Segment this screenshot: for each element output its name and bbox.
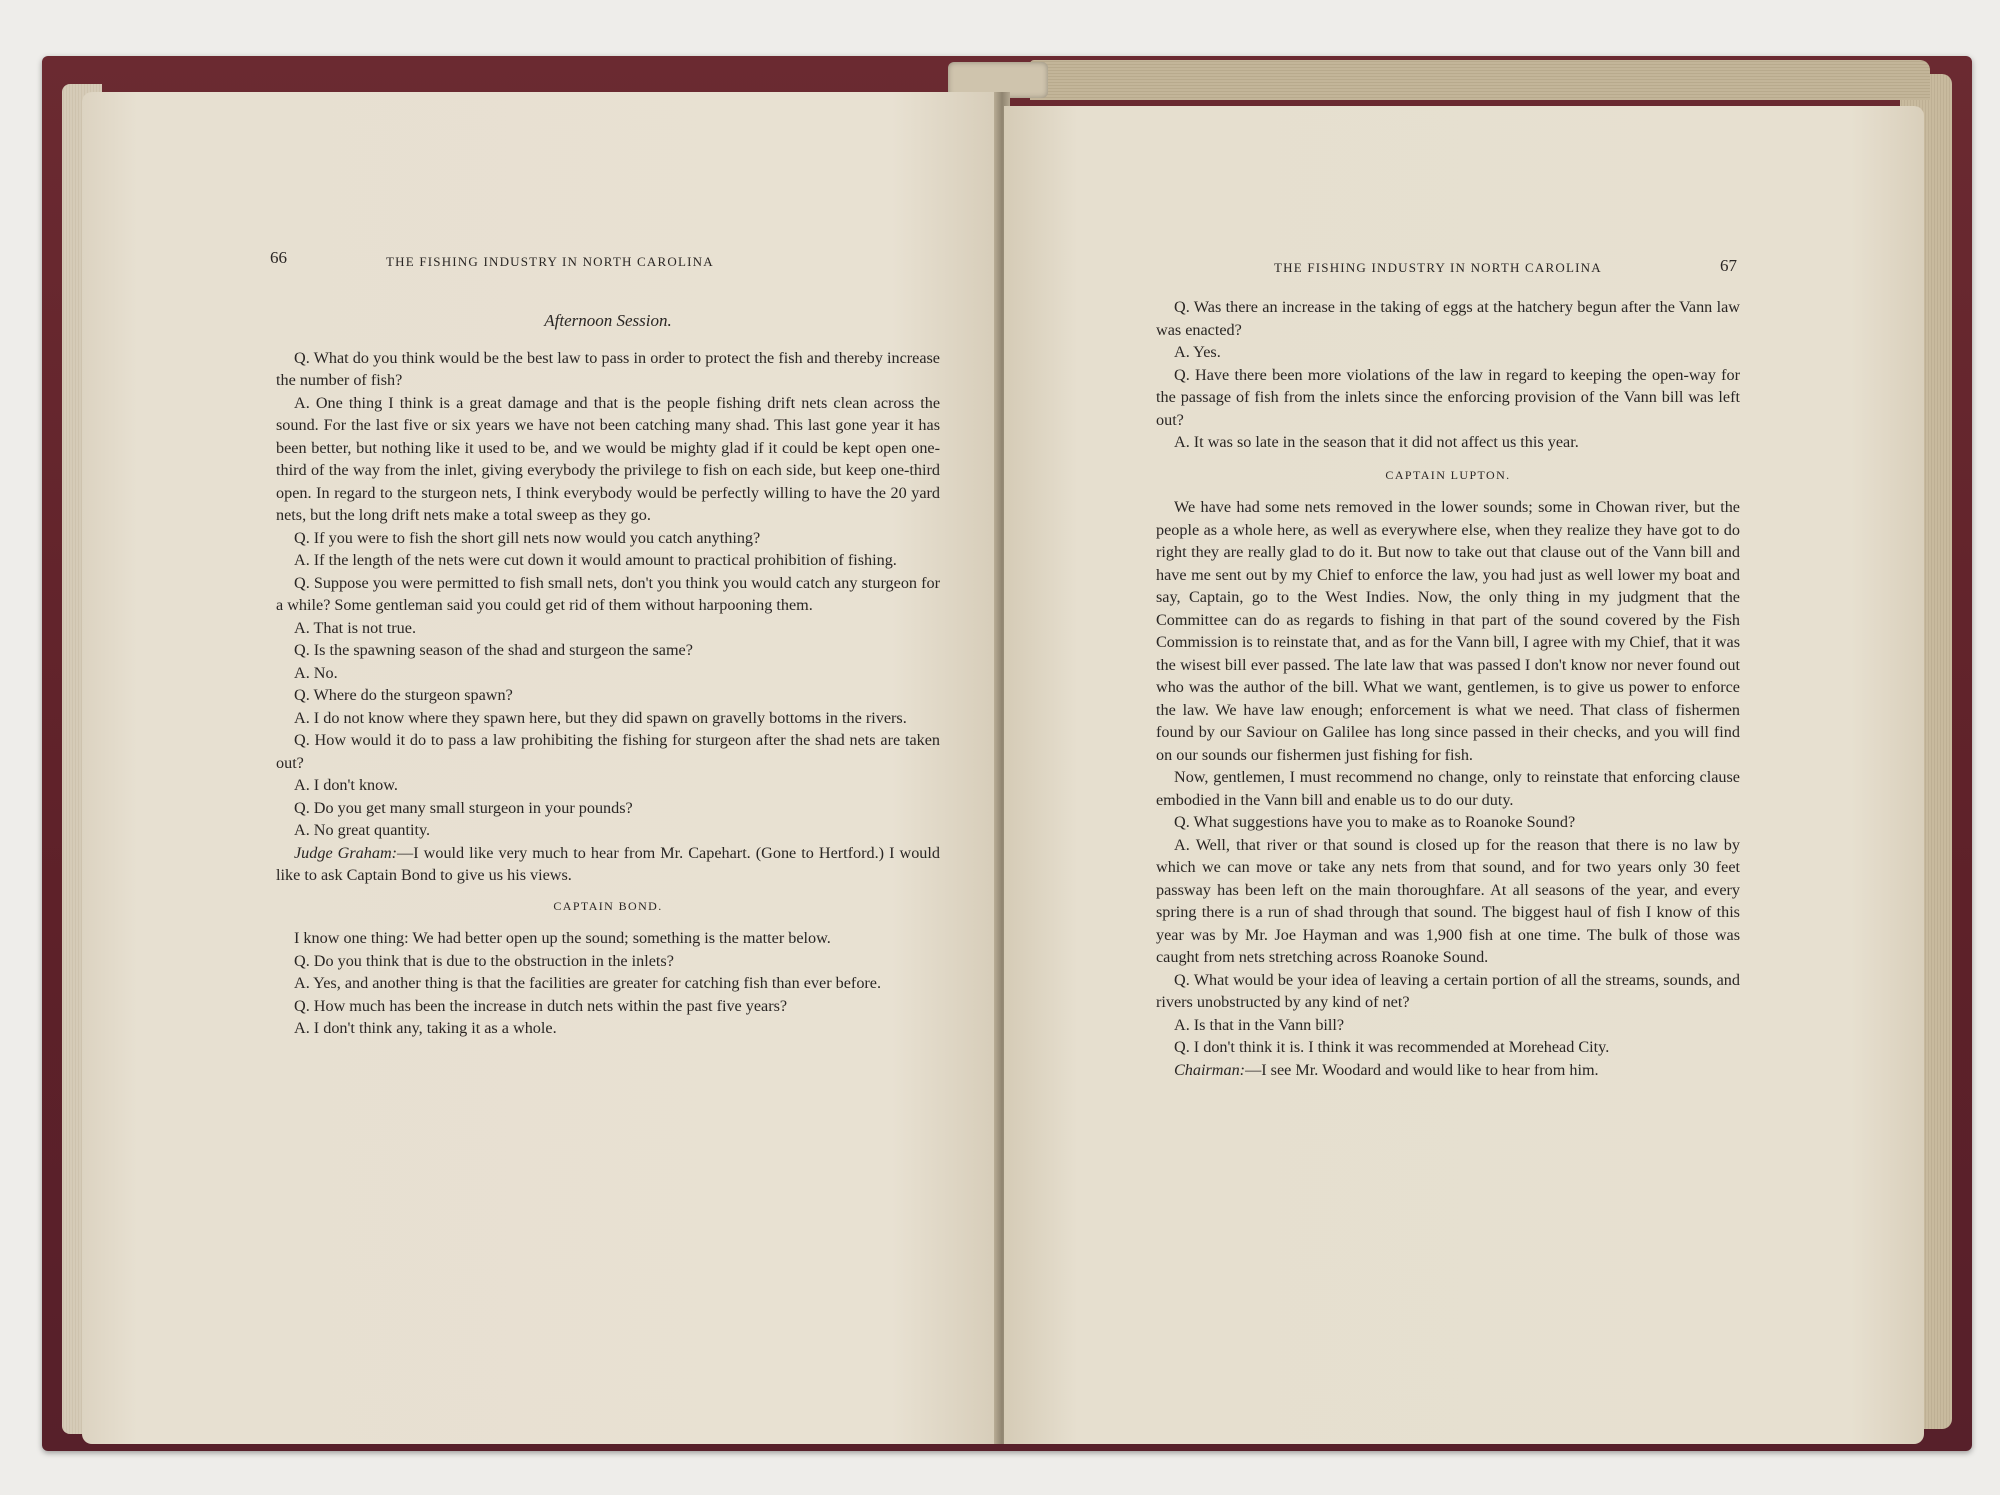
paragraph: Q. Where do the sturgeon spawn? [294,686,513,704]
paragraph: A. I don't know. [294,776,398,794]
paragraph: Q. How much has been the increase in dutch nets within the past five years? [294,996,788,1015]
paragraph: Q. Have there been more violations of the law in regard to keeping the open-way for the passage of fish from the inlets since the enforcing provision of the Vann bill was left out? [1156,365,1740,429]
paragraph: Q. Suppose you were permitted to fish small nets, don't you think you would catch any sturgeon for a while? Some gentleman said you could get rid of them without harpooning them. [276,573,940,614]
paragraph: A. If the length of the nets were cut down it would amount to practical prohibition of fishing. [294,551,897,569]
paragraph: Q. If you were to fish the short gill nets now would you catch anything? [294,528,761,547]
paragraph: Q. What do you think would be the best law to pass in order to protect the fish and thereby increase the number of fish? [276,348,940,389]
page-edges-top [1030,60,1930,100]
right-text-block [1156,296,1740,1081]
left-text-block [276,310,940,1040]
speaker-heading: CAPTAIN LUPTON. [1385,467,1511,482]
speaker-heading: CAPTAIN BOND. [553,898,663,913]
paragraph: A. Is that in the Vann bill? [1174,1015,1345,1034]
paragraph: A. That is not true. [294,618,416,637]
paragraph: A. No. [294,663,338,682]
right-page-number: 67 [1720,256,1737,275]
right-page [1004,106,1924,1444]
paragraph: Q. Is the spawning season of the shad and sturgeon the same? [294,641,693,659]
section-heading: Afternoon Session. [544,311,672,330]
paragraph: A. It was so late in the season that it did not affect us this year. [1174,433,1579,451]
judge-graham-paragraph [276,842,940,887]
paragraph: I know one thing: We had better open up the sound; something is the matter below. [294,929,831,947]
paragraph: Q. I don't think it is. I think it was recommended at Morehead City. [1174,1038,1610,1056]
speaker-text: —I would like very much to hear from Mr. Capehart. (Gone to Hertford.) I would like to ask Captain Bond to give us his views. [276,843,940,884]
paragraph: Q. Do you think that is due to the obstruction in the inlets? [294,951,674,970]
left-page-number: 66 [270,248,287,267]
paragraph: Now, gentlemen, I must recommend no change, only to reinstate that enforcing clause embodied in the Vann bill and enable us to do our duty. [1156,768,1740,809]
left-running-head: THE FISHING INDUSTRY IN NORTH CAROLINA [386,254,714,269]
paragraph: Q. Do you get many small sturgeon in your pounds? [294,798,633,817]
paragraph: Q. What would be your idea of leaving a certain portion of all the streams, sounds, and rivers unobstructed by any kind of net? [1156,970,1740,1011]
speaker-text: —I see Mr. Woodard and would like to hear from him. [1245,1060,1599,1079]
paragraph: A. Yes, and another thing is that the facilities are greater for catching fish than ever before. [294,974,882,992]
speaker-name: Chairman: [1174,1060,1246,1079]
paragraph: Q. What suggestions have you to make as to Roanoke Sound? [1174,813,1576,831]
paragraph: A. Yes. [1174,343,1221,361]
speaker-name: Judge Graham: [294,843,398,862]
left-page [82,92,1002,1444]
paragraph: A. No great quantity. [294,821,431,839]
paragraph: A. I don't think any, taking it as a whole. [294,1019,557,1037]
paragraph: We have had some nets removed in the lower sounds; some in Chowan river, but the people as a whole here, as well as everywhere else, when they realize they have got to do right they are really glad to do it. But now to take out that clause out of the Vann bill and have me sent out by my Chief to enforce the law, you had just as well lower my boat and say, Captain, go to the West Indies. Now, the only thing in my judgment that the Committee can do as regards to fishing in that part of the sound covered by the Fish Commission is to reinstate that, and as for the Vann bill, I agree with my Chief, that it was the wisest bill ever passed. The late law that was passed I don't know nor never found out who was the author of the bill. What we want, gentlemen, is to give us power to enforce the law. We have law enough; enforcement is what we need. That class of fishermen found by our Saviour on Galilee has long since passed in their checks, and you will find on our sounds our fishermen just fishing for fish. [1156,498,1740,764]
paragraph: A. One thing I think is a great damage and that is the people fishing drift nets clean across the sound. For the last five or six years we have not been catching many shad. This last gone year it has been better, but nothing like it used to be, and we would be mighty glad if it could be kept open one-third of the way from the inlet, giving everybody the privilege to fish on each side, but keep one-third open. In regard to the sturgeon nets, I think everybody would be perfectly willing to have the 20 yard nets, but the long drift nets make a total sweep as they go. [276,393,940,524]
paragraph: A. I do not know where they spawn here, but they did spawn on gravelly bottoms in the rivers. [294,708,907,727]
right-running-head: THE FISHING INDUSTRY IN NORTH CAROLINA [1274,260,1602,275]
paragraph: Q. How would it do to pass a law prohibiting the fishing for sturgeon after the shad nets are taken out? [276,731,940,772]
chairman-paragraph [1156,1059,1740,1082]
paragraph: A. Well, that river or that sound is closed up for the reason that there is no law by which we can move or take any nets from that sound, and for two years only 30 feet passway has been left on the main thoroughfare. At all seasons of the year, and every spring there is a run of shad through that sound. The biggest haul of fish I know of this year was by Mr. Joe Hayman and was 1,900 fish at one time. The bulk of those was caught from nets stretching across Roanoke Sound. [1156,835,1740,966]
paragraph: Q. Was there an increase in the taking of eggs at the hatchery begun after the Vann law was enacted? [1156,298,1740,339]
